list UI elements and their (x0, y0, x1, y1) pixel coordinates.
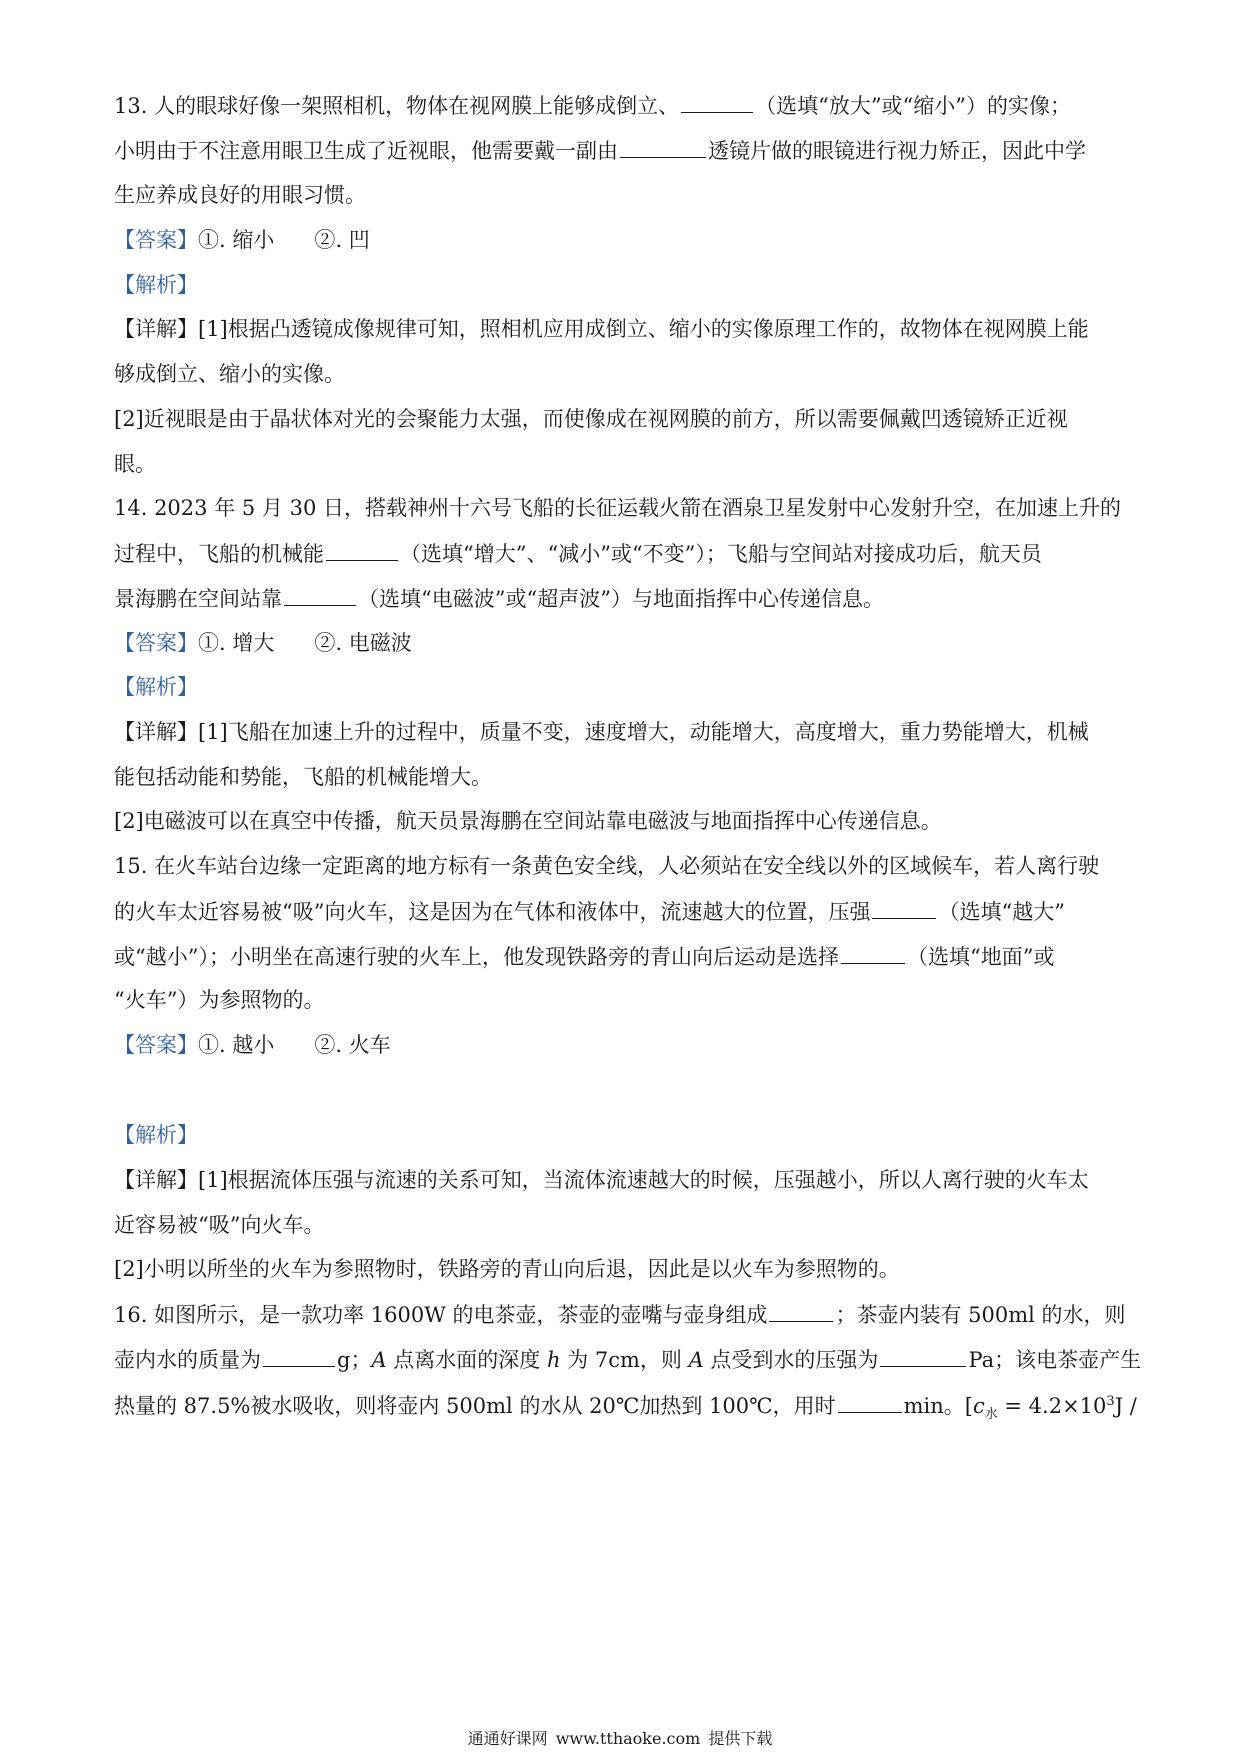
answer-tag: 【答案】 (114, 1033, 198, 1057)
q13-detail-1a: 【详解】[1]根据凸透镜成像规律可知，照相机应用成倒立、缩小的实像原理工作的，故物体在视网膜上能 (114, 317, 1089, 341)
q13-line-1: 13. 人的眼球好像一架照相机，物体在视网膜上能够成倒立、 （选填“放大”或“缩小”）的实像； (114, 90, 1130, 121)
answer-blank[interactable] (872, 896, 936, 919)
q14-analysis: 【解析】 (114, 675, 198, 699)
q14-line-3: 景海鹏在空间站靠 （选填“电磁波”或“超声波”）与地面指挥中心传递信息。 (114, 583, 1130, 614)
answer-tag: 【答案】 (114, 228, 198, 252)
q15-answer: 【答案】①. 越小 ②. 火车 (114, 1033, 391, 1057)
answer-blank[interactable] (838, 1390, 902, 1413)
footer-link[interactable]: www.tthaoke.com (555, 1729, 701, 1748)
answer-blank[interactable] (620, 135, 706, 158)
q13-line-3: 生应养成良好的用眼习惯。 (114, 183, 366, 207)
answer-blank[interactable] (880, 1344, 966, 1367)
q16-line-1: 16. 如图所示，是一款功率 1600W 的电茶壶，茶壶的壶嘴与壶身组成 ；茶壶内装有 500ml 的水，则 (114, 1299, 1130, 1330)
page-footer: 通通好课网 www.tthaoke.com 提供下载 (467, 1729, 773, 1748)
q15-analysis: 【解析】 (114, 1123, 198, 1147)
q15-detail-2: [2]小明以所坐的火车为参照物时，铁路旁的青山向后退，因此是以火车为参照物的。 (114, 1257, 900, 1281)
answer-blank[interactable] (681, 90, 753, 113)
q14-line-2: 过程中，飞船的机械能 （选填“增大”、“减小”或“不变”）；飞船与空间站对接成功后，航天员 (114, 538, 1130, 569)
q15-detail-1a: 【详解】[1]根据流体压强与流速的关系可知，当流体流速越大的时候，压强越小，所以人离行驶的火车太 (114, 1168, 1089, 1192)
q13-analysis: 【解析】 (114, 273, 198, 297)
q14-detail-1a: 【详解】[1]飞船在加速上升的过程中，质量不变，速度增大，动能增大，高度增大，重力势能增大，机械 (114, 720, 1089, 744)
q13-answer: 【答案】①. 缩小 ②. 凹 (114, 228, 370, 252)
q15-line-2: 的火车太近容易被“吸”向火车，这是因为在气体和液体中，流速越大的位置，压强 （选填“越大” (114, 896, 1130, 927)
answer-tag: 【答案】 (114, 631, 198, 655)
q15-line-3: 或“越小”）；小明坐在高速行驶的火车上，他发现铁路旁的青山向后运动是选择 （选填“地面”或 (114, 941, 1130, 972)
answer-blank[interactable] (284, 583, 356, 606)
q13-detail-2b: 眼。 (114, 452, 156, 476)
q14-line-1: 14. 2023 年 5 月 30 日，搭载神州十六号飞船的长征运载火箭在酒泉卫星发射中心发射升空，在加速上升的 (114, 496, 1121, 520)
q16-line-2: 壶内水的质量为 g；A 点离水面的深度 h 为 7cm，则 A 点受到水的压强为 Pa；该电茶壶产生 (114, 1344, 1130, 1375)
q14-detail-1b: 能包括动能和势能，飞船的机械能增大。 (114, 765, 492, 789)
answer-blank[interactable] (841, 941, 905, 964)
q15-detail-1b: 近容易被“吸”向火车。 (114, 1213, 325, 1237)
q14-detail-2: [2]电磁波可以在真空中传播，航天员景海鹏在空间站靠电磁波与地面指挥中心传递信息。 (114, 809, 942, 833)
q15-line-1: 15. 在火车站台边缘一定距离的地方标有一条黄色安全线，人必须站在安全线以外的区域候车，若人离行驶 (114, 854, 1100, 878)
q16-line-3: 热量的 87.5%被水吸收，则将壶内 500ml 的水从 20℃加热到 100℃，用时 min。[$c_水 = 4.2\times 10^3J$ / (114, 1390, 1130, 1421)
q14-answer: 【答案】①. 增大 ②. 电磁波 (114, 631, 412, 655)
q15-line-4: “火车”）为参照物的。 (114, 988, 325, 1012)
answer-blank[interactable] (263, 1344, 335, 1367)
q13-detail-1b: 够成倒立、缩小的实像。 (114, 362, 345, 386)
q13-detail-2a: [2]近视眼是由于晶状体对光的会聚能力太强，而使像成在视网膜的前方，所以需要佩戴凹透镜矫正近视 (114, 407, 1068, 431)
answer-blank[interactable] (326, 538, 398, 561)
answer-blank[interactable] (769, 1299, 833, 1322)
q13-line-2: 小明由于不注意用眼卫生成了近视眼，他需要戴一副由 透镜片做的眼镜进行视力矫正，因此中学 (114, 135, 1130, 166)
